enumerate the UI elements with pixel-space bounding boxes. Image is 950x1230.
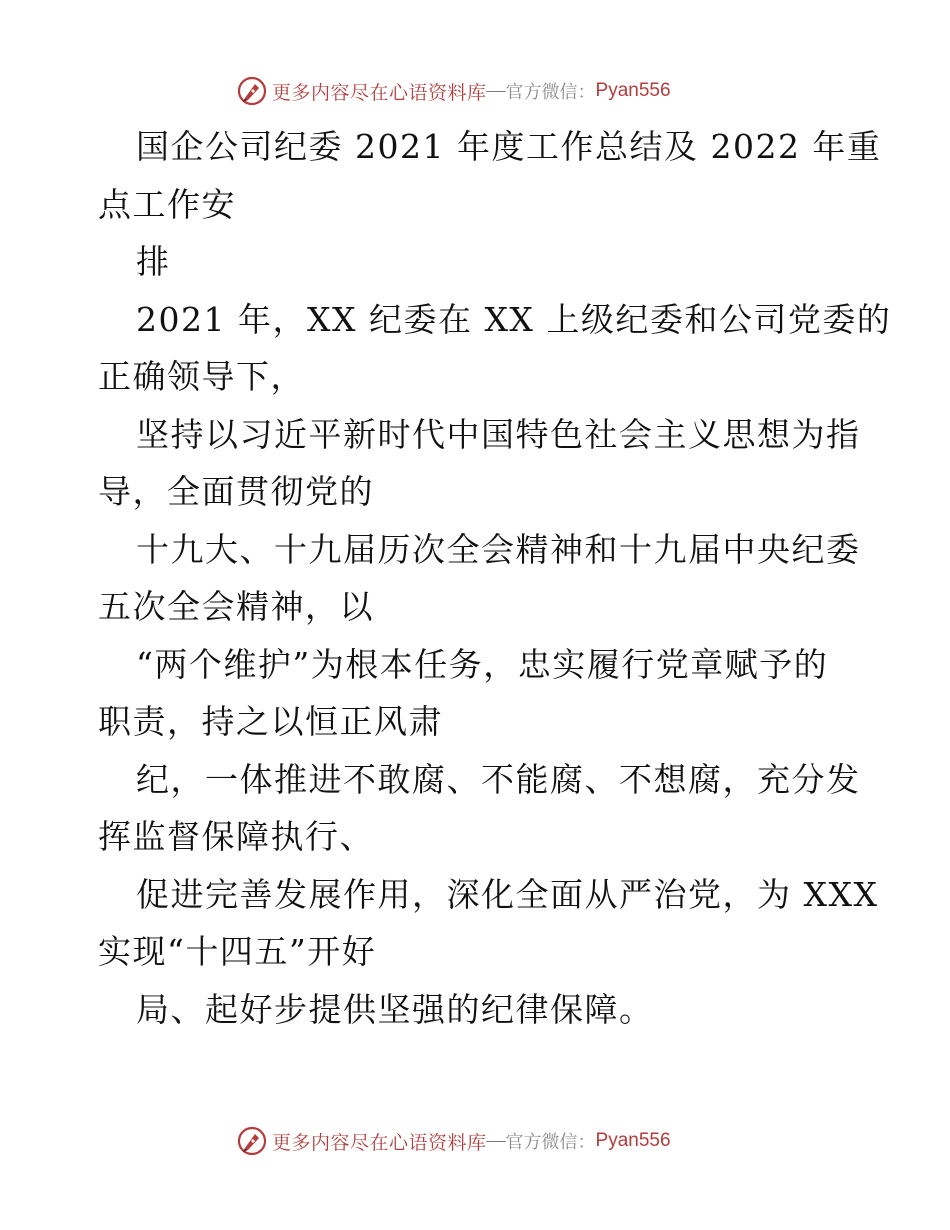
text-line: 正确领导下， — [98, 357, 305, 396]
text-line: 导，全面贯彻党的 — [98, 472, 374, 511]
text-line: 挥监督保障执行、 — [98, 817, 374, 856]
footer-watermark — [236, 1124, 671, 1158]
text-line: 2021 年，XX 纪委在 XX 上级纪委和公司党委的 — [136, 299, 892, 339]
watermark-wechat-id: Pyan556 — [595, 80, 671, 101]
watermark-text: 更多内容尽在心语资料库 — [272, 81, 487, 104]
text-line: 五次全会精神，以 — [98, 587, 374, 626]
watermark-label: 官方微信： — [505, 82, 596, 103]
watermark-separator: — — [486, 80, 506, 101]
text-line: 促进完善发展作用，深化全面从严治党，为 XXX — [136, 874, 879, 914]
watermark-text: 更多内容尽在心语资料库 — [272, 1131, 487, 1154]
watermark-wechat-id: Pyan556 — [595, 1130, 671, 1151]
text-line: “两个维护”为根本任务，忠实履行党章赋予的 — [136, 644, 829, 684]
text-line: 局、起好步提供坚强的纪律保障。 — [136, 989, 654, 1029]
text-line: 点工作安 — [98, 184, 236, 224]
pen-nib-logo-icon — [236, 1125, 268, 1157]
text-line: 纪，一体推进不敢腐、不能腐、不想腐，充分发 — [136, 759, 861, 799]
text-line: 实现“十四五”开好 — [98, 932, 377, 971]
text-line: 坚持以习近平新时代中国特色社会主义思想为指 — [136, 414, 861, 454]
watermark-separator: — — [486, 1130, 506, 1151]
pen-nib-logo-icon — [236, 75, 268, 107]
text-line: 职责，持之以恒正风肃 — [98, 702, 443, 741]
text-line: 排 — [136, 242, 171, 281]
header-watermark — [236, 74, 671, 108]
text-line: 十九大、十九届历次全会精神和十九届中央纪委 — [136, 529, 861, 569]
document-body — [98, 118, 892, 1038]
text-line: 国企公司纪委 2021 年度工作总结及 2022 年重 — [136, 127, 882, 166]
watermark-label: 官方微信： — [505, 1132, 596, 1153]
